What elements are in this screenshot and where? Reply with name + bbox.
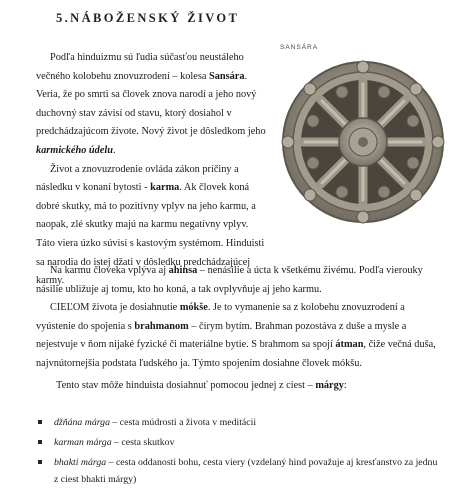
bullet-icon xyxy=(38,440,42,444)
bullet-icon xyxy=(38,420,42,424)
marga-name: džňána márga xyxy=(54,417,110,428)
list-item xyxy=(36,414,441,431)
paragraph-samsara: Podľa hinduizmu sú ľudia súčasťou neustáleho večného kolobehu znovuzrodení – kolesa Sansára. Veria, že po smrti sa človek znova narodí a jeho nový duchovný stav závisí od stavu, ktorý dosiahol v predchádzajúcom živote. Nový život je dôsledkom jeho karmického údelu. xyxy=(36,52,266,156)
term-karmic-fate: karmického údelu xyxy=(36,144,113,156)
term-atman: átman xyxy=(335,339,364,351)
term-marga: márgy xyxy=(315,380,344,391)
figure-caption: SANSÁRA xyxy=(280,44,319,51)
article-body xyxy=(36,49,440,291)
paragraph-ahinsa: Na karmu človeka vplýva aj ahinsa – nenásilie a úcta k všetkému živému. Podľa vierouky násilie ubližuje aj tomu, kto ho koná, a tak ovplyvňuje aj jeho karmu. xyxy=(36,265,423,295)
term-sansara: Sansára xyxy=(209,70,245,82)
list-item xyxy=(36,434,441,451)
paragraph-karma: Život a znovuzrodenie ovláda zákon príčiny a následku v konaní bytosti - karma. Ak človek koná dobré skutky, má to pozitívny vplyv na jeho karmu, a naopak, zlé skutky majú na karmu negatívny vplyv. Táto viera úzko súvisí s kastovým systémom. Hinduisti sa narodia do istej džati v dôsledku predchádzajúcej karmy. xyxy=(36,163,265,287)
marga-description: – cesta múdrosti a života v meditácii xyxy=(109,417,257,428)
marga-name: karman márga xyxy=(54,437,112,448)
term-moksha: mókše xyxy=(179,302,208,314)
term-ahinsa: ahinsa xyxy=(168,265,198,276)
marga-description: – cesta oddanosti bohu, cesta viery (vzdelaný hind považuje aj kresťanstvo za jednu z ciest bhakti márgy) xyxy=(54,457,438,485)
marga-name: bhakti márga xyxy=(54,457,107,468)
term-brahman: brahmanom xyxy=(134,320,189,332)
paths-intro: Tento stav môže hinduista dosiahnuť pomocou jednej z ciest – márgy: xyxy=(56,380,347,391)
section-heading: 5.NÁBOŽENSKÝ ŽIVOT xyxy=(56,11,240,25)
paragraph-moksha: CIEĽOM života je dosiahnutie mókše. Je to vymanenie sa z kolobehu znovuzrodení a vyústenie do spojenia s brahmanom – čírym bytím. Brahman pozostáva z duše a mysle a nejestvuje v ňom nijaké fyzické či materiálne bytie. S brahmom sa spojí átman, čiže večná duša, najvnútornejšia podstata ľudského ja. Týmto spojením dosiahne človek mókšu. xyxy=(36,302,436,369)
article-body-continued xyxy=(36,262,440,374)
term-karma: karma xyxy=(150,182,180,194)
bullet-icon xyxy=(38,460,42,464)
marga-list xyxy=(36,414,441,488)
list-item xyxy=(36,454,441,488)
marga-description: – cesta skutkov xyxy=(111,437,175,448)
